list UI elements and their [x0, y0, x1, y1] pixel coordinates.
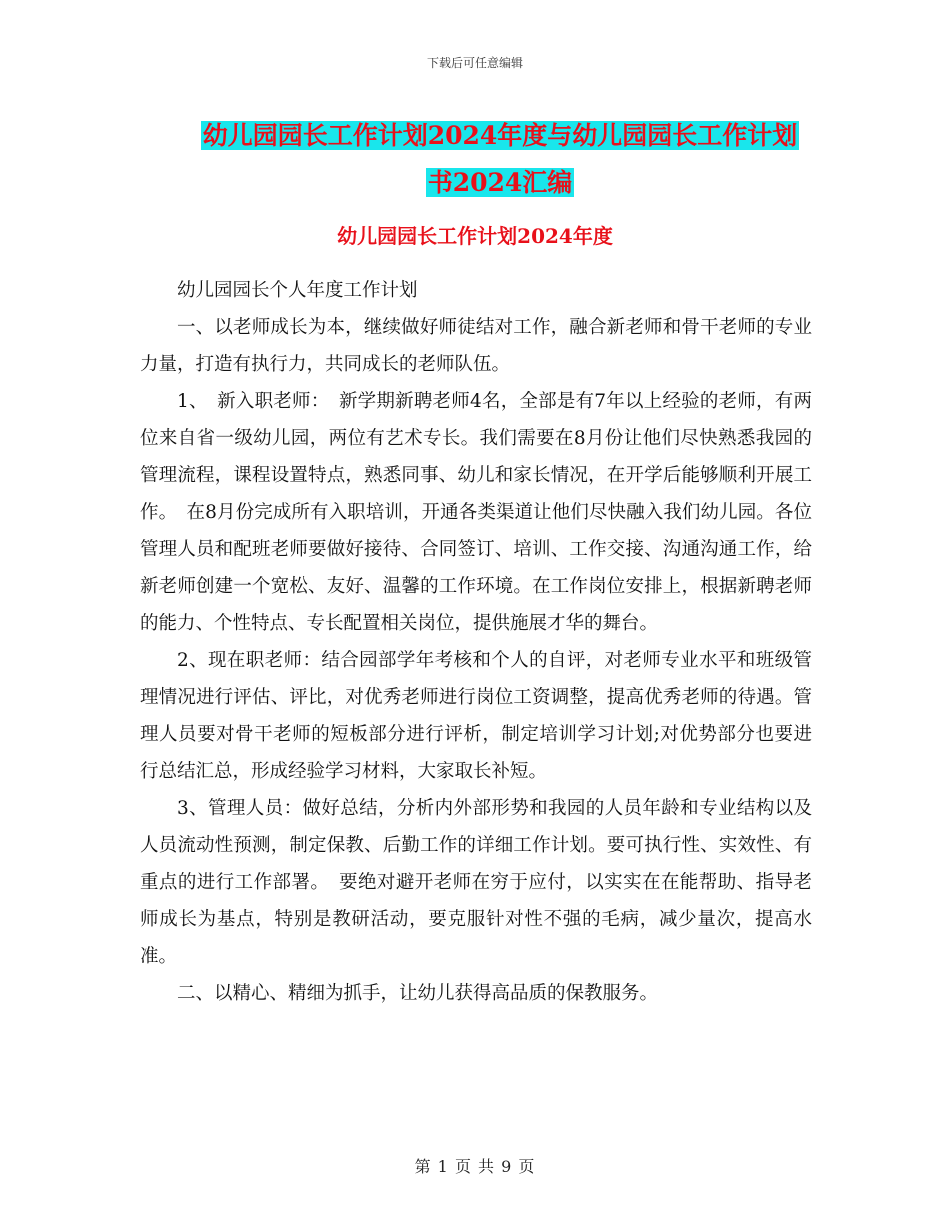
paragraph: 一、以老师成长为本，继续做好师徒结对工作，融合新老师和骨干老师的专业力量，打造有执行力，共同成长的老师队伍。 [140, 317, 812, 375]
page-footer: 第 1 页 共 9 页 [414, 1157, 536, 1176]
paragraph: 二、以精心、精细为抓手，让幼儿获得高品质的保教服务。 [177, 983, 659, 1004]
document-title [180, 112, 820, 206]
document-body [140, 272, 812, 1012]
document-title-line-1: 幼儿园园长工作计划2024年度与幼儿园园长工作计划 [202, 121, 798, 150]
document-title-line-2: 书2024汇编 [427, 168, 573, 197]
paragraph: 幼儿园园长个人年度工作计划 [177, 280, 418, 301]
paragraph: 2、现在职老师：结合园部学年考核和个人的自评，对老师专业水平和班级管理情况进行评估、评比，对优秀老师进行岗位工资调整，提高优秀老师的待遇。管理人员要对骨干老师的短板部分进行评析，制定培训学习计划;对优势部分也要进行总结汇总，形成经验学习材料，大家取长补短。 [140, 650, 812, 782]
page-header-note: 下载后可任意编辑 [426, 56, 523, 70]
section-title: 幼儿园园长工作计划2024年度 [337, 224, 613, 248]
paragraph: 3、管理人员：做好总结，分析内外部形势和我园的人员年龄和专业结构以及人员流动性预测，制定保教、后勤工作的详细工作计划。要可执行性、实效性、有重点的进行工作部署。 要绝对避开老师在穷于应付，以实实在在能帮助、指导老师成长为基点，特别是教研活动，要克服针对性不强的毛病，减少量次，提高水准。 [140, 798, 812, 967]
paragraph: 1、 新入职老师： 新学期新聘老师4名，全部是有7年以上经验的老师，有两位来自省一级幼儿园，两位有艺术专长。我们需要在8月份让他们尽快熟悉我园的管理流程，课程设置特点，熟悉同事、幼儿和家长情况，在开学后能够顺利开展工作。 在8月份完成所有入职培训，开通各类渠道让他们尽快融入我们幼儿园。各位管理人员和配班老师要做好接待、合同签订、培训、工作交接、沟通沟通工作，给新老师创建一个宽松、友好、温馨的工作环境。在工作岗位安排上，根据新聘老师的能力、个性特点、专长配置相关岗位，提供施展才华的舞台。 [140, 391, 812, 634]
